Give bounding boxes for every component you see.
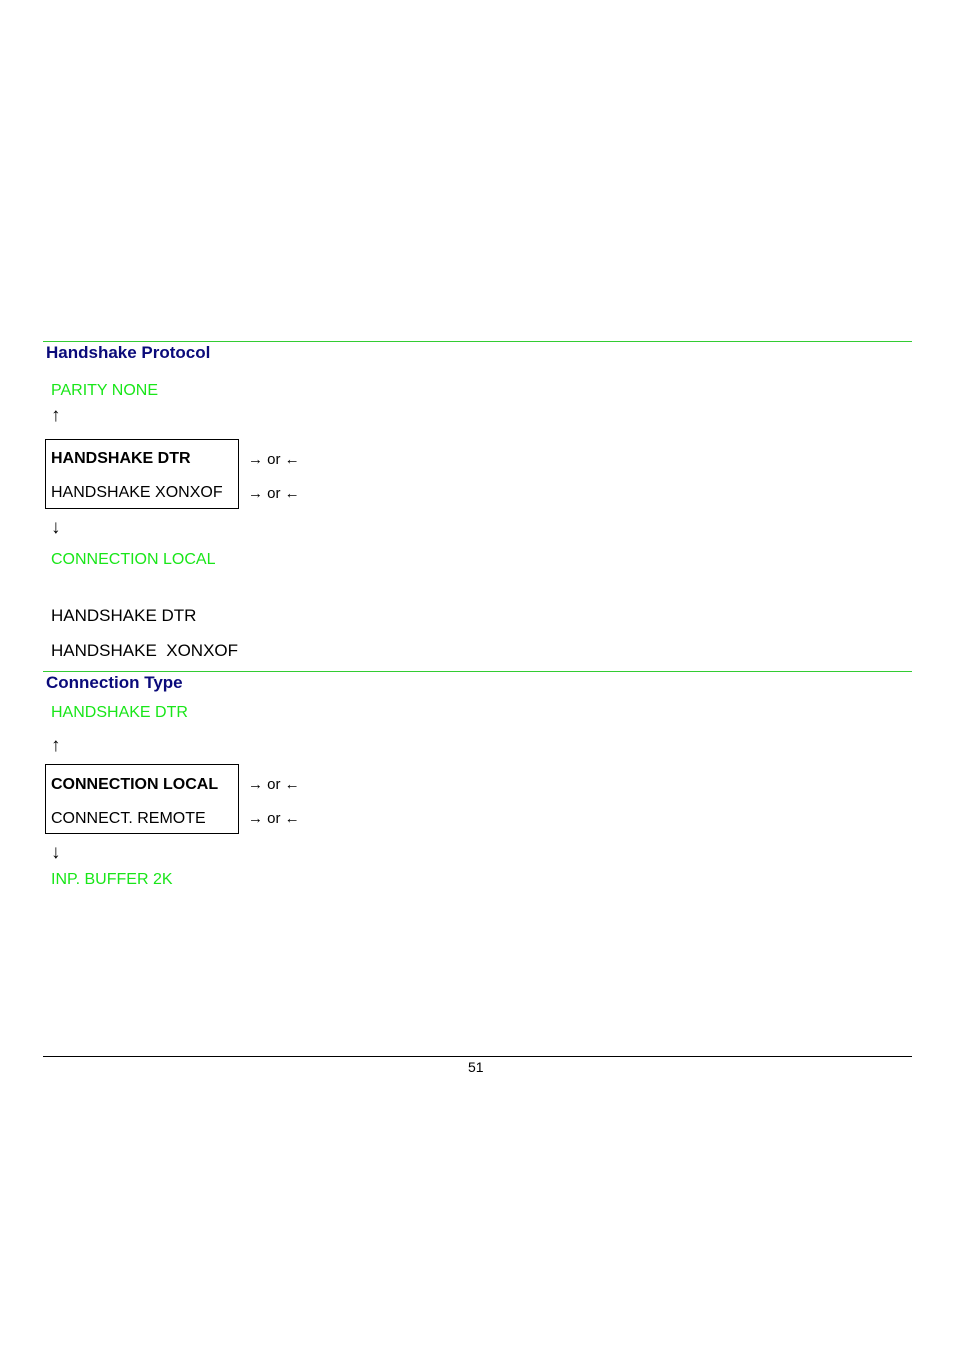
option-description-xonxof: HANDSHAKE XONXOF: [51, 641, 239, 660]
nav-keys-hint: → or ←: [248, 451, 300, 468]
section-heading-connection-type: Connection Type: [46, 673, 183, 692]
prev-menu-item: PARITY NONE: [51, 382, 158, 399]
option-description-dtr: HANDSHAKE DTR: [51, 606, 197, 625]
page-number: 51: [468, 1059, 484, 1075]
nav-keys-hint: → or ←: [248, 810, 300, 827]
section-heading-handshake-protocol: Handshake Protocol: [46, 343, 211, 362]
section-divider-handshake: [43, 341, 912, 342]
menu-option-handshake-dtr[interactable]: HANDSHAKE DTR: [51, 450, 191, 467]
up-arrow-icon: ↑: [51, 405, 61, 426]
down-arrow-icon: ↓: [51, 842, 61, 863]
nav-keys-hint: → or ←: [248, 485, 300, 502]
prev-menu-item: HANDSHAKE DTR: [51, 704, 188, 721]
down-arrow-icon: ↓: [51, 517, 61, 538]
next-menu-item: CONNECTION LOCAL: [51, 551, 216, 568]
footer-divider: [43, 1056, 912, 1057]
menu-option-connect-remote[interactable]: CONNECT. REMOTE: [51, 810, 206, 827]
section-divider-connection: [43, 671, 912, 672]
up-arrow-icon: ↑: [51, 735, 61, 756]
next-menu-item: INP. BUFFER 2K: [51, 871, 173, 888]
menu-option-handshake-xonxof[interactable]: HANDSHAKE XONXOF: [51, 484, 223, 501]
nav-keys-hint: → or ←: [248, 776, 300, 793]
menu-option-connection-local[interactable]: CONNECTION LOCAL: [51, 776, 219, 793]
